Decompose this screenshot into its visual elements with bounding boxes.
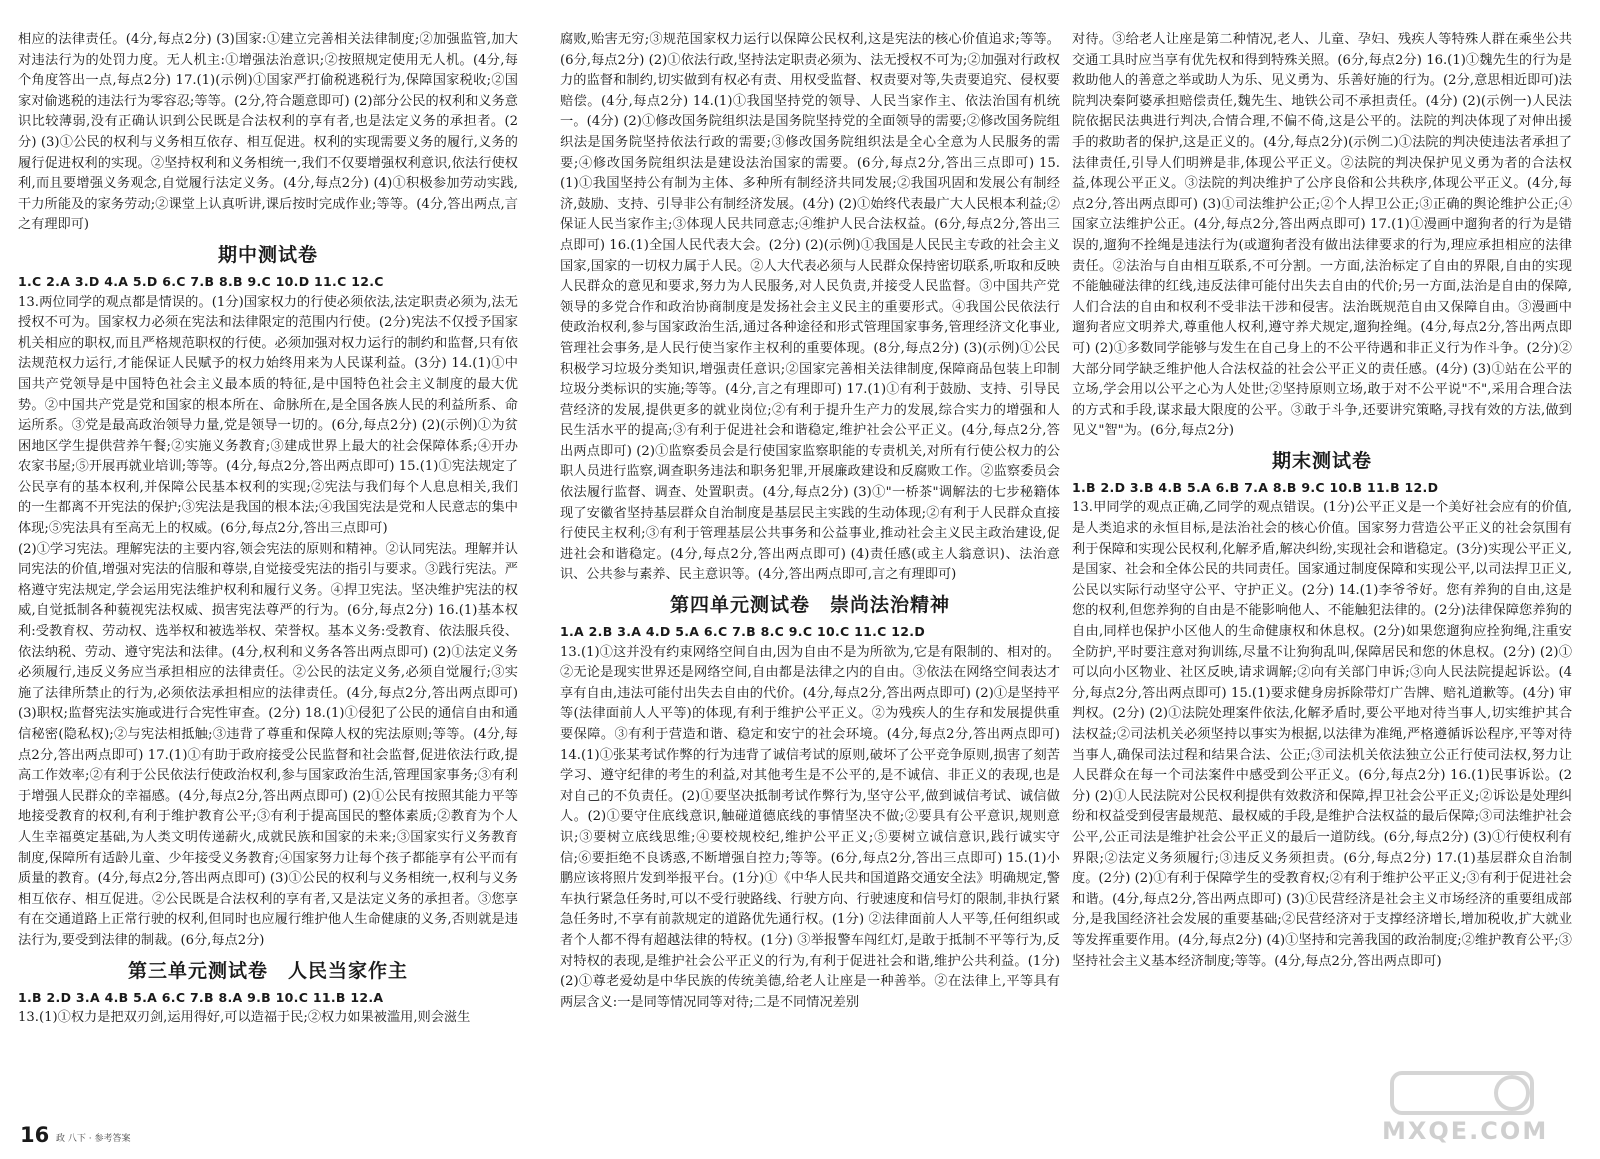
page-number: 16 (20, 1123, 50, 1147)
watermark-text: MXQE.COM (1382, 1117, 1549, 1145)
section-heading-unit4: 第四单元测试卷 崇尚法治精神 (669, 594, 950, 617)
watermark-logo (1362, 1069, 1562, 1151)
page-subtitle: 政 八下 · 参考答案 (56, 1134, 131, 1144)
choice-answers-unit3: 1.B 2.D 3.A 4.B 5.A 6.C 7.B 8.A 9.B 10.C 11.B 12.A (18, 989, 384, 1005)
column-right (1072, 30, 1572, 972)
answer-text: 13.两位同学的观点都是情误的。(1分)国家权力的行使必须依法,法定职责必须为,法无授权不可为。国家权力必须在宪法和法律限定的范围内行使。(2分)宪法不仅授予国家机关相应的职权,而且严格规范职权的行使。必须加强对权力运行的制约和监督,只有依法规范权力运行,才能保证人民赋予的权力始终用来为人民谋利益。(3分) 14.(1)①中国共产党领导是中国特色社会主义最本质的特征,是中国特色社会主义制度的最大优势。②中国共产党是党和国家的根本所在、命脉所在,是全国各族人民的利益所系、命运所系。③党是最高政治领导力量,党是领导一切的。(6分,每点2分) (2)(示例)①为贫困地区学生提供营养午餐;②实施义务教育;③建成世界上最大的社会保障体系;④开办农家书屋;⑤开展再就业培训;等等。(4分,每点2分,答出两点即可) 15.(1)①宪法规定了公民享有的基本权利,并保障公民基本权利的实现;②宪法与我们每个人息息相关,我们的一生都离不开宪法的保护;③宪法是我国的根本法;④我国宪法是党和人民意志的集中体现;⑤宪法具有至高无上的权威。(6分,每点2分,答出三点即可) (18, 294, 518, 537)
watermark-icon (1362, 1069, 1562, 1119)
answer-text: 腐败,贻害无穷;③规范国家权力运行以保障公民权利,这是宪法的核心价值追求;等等。(6分,每点2分) (2)①依法行政,坚持法定职责必须为、法无授权不可为;②加强对行政权力的监督和制约,切实做到有权必有责、用权受监督、权责要对等,失责要追究、侵权要赔偿。(4分,每点2分) 14.(1)①我国坚持党的领导、人民当家作主、依法治国有机统一。(4分) (2)①修改国务院组织法是国务院坚持党的全面领导的需要;②修改国务院组织法是国务院坚持依法行政的需要;③修改国务院组织法是全心全意为人民服务的需要;④修改国务院组织法是建设法治国家的需要。(6分,每点2分,答出三点即可) 15.(1)①我国坚持公有制为主体、多种所有制经济共同发展;②我国巩固和发展公有制经济,鼓励、支持、引导非公有制经济发展。(4分) (2)①始终代表最广大人民根本利益;②保证人民当家作主;③体现人民共同意志;④维护人民合法权益。(6分,每点2分,答出三点即可) 16.(1)全国人民代表大会。(2分) (2)(示例)①我国是人民民主专政的社会主义国家,国家的一切权力属于人民。②人大代表必须与人民群众保持密切联系,听取和反映人民群众的意见和要求,努力为人民服务,对人民负责,并接受人民监督。③中国共产党领导的多党合作和政治协商制度是发扬社会主义民主的重要形式。④我国公民依法行使政治权利,参与国家政治生活,通过各种途径和形式管理国家事务,管理经济文化事业,管理社会事务,是人民行使当家作主权利的重要体现。(8分,每点2分) (3)(示例)①公民积极学习垃圾分类知识,增强责任意识;②国家完善相关法律制度,保障商品包装上印制垃圾分类标识的实施;等等。(4分,言之有理即可) 17.(1)①有利于鼓励、支持、引导民营经济的发展,提供更多的就业岗位;②有利于提升生产力的发展,综合实力的增强和人民生活水平的提高;③有利于促进社会和谐稳定,维护社会公平正义。(4分,每点2分,答出两点即可) (2)①监察委员会是行使国家监察职能的专责机关,对所有行使公权力的公职人员进行监察,调查职务违法和职务犯罪,开展廉政建设和反腐败工作。②监察委员会依法履行监督、调查、处置职责。(4分,每点2分) (3)①"一桥茶"调解法的七步秘籍体现了安徽省坚持基层群众自治制度是基层民主实践的生动体现;②有利于人民群众直接行使民主权利;③有利于管理基层公共事务和公益事业,推动社会主义民主政治建设,促进社会和谐稳定。(4分,每点2分,答出两点即可) (4)责任感(或主人翁意识)、法治意识、公共参与素养、民主意识等。(4分,答出两点即可,言之有理即可) (560, 32, 1060, 583)
choice-answers-final: 1.B 2.D 3.B 4.B 5.A 6.B 7.A 8.B 9.C 10.B 11.B 12.D (1072, 479, 1439, 495)
answer-text: 13.甲同学的观点正确,乙同学的观点错误。(1分)公平正义是一个美好社会应有的价值,是人类追求的永恒目标,是法治社会的核心价值。国家努力营造公平正义的社会氛围有利于保障和实现公民权利,化解矛盾,解决纠纷,实现社会和谐稳定。(3分)实现公平正义,是国家、社会和全体公民的共同责任。国家通过制度保障和实现公平,以司法捍卫正义,公民以实际行动坚守公平、守护正义。(2分) 14.(1)李爷爷好。您有养狗的自由,这是您的权利,但您养狗的自由是不能影响他人、不能触犯法律的。(2分)法律保障您养狗的自由,同样也保护小区他人的生命健康权和休息权。(2分)如果您遛狗应拴狗绳,注重安全防护,平时要注意对狗训练,尽量不让狗狗乱叫,保障居民和您的休息权。(2分) (2)①可以向小区物业、社区反映,请求调解;②向有关部门申诉;③向人民法院提起诉讼。(4分,每点2分,答出两点即可) 15.(1)要求健身房拆除带灯广告牌、赔礼道歉等。(4分) 审判权。(2分) (2)①法院处理案件依法,化解矛盾时,要公平地对待当事人,切实维护其合法权益;②司法机关必须坚持以事实为根据,以法律为准绳,严格遵循诉讼程序,平等对待当事人,确保司法过程和结果合法、公正;③司法机关依法独立公正行使司法权,努力让人民群众在每一个司法案件中感受到公平正义。(6分,每点2分) 16.(1)民事诉讼。(2分) (2)①人民法院对公民权利提供有效救济和保障,捍卫社会公平正义;②诉讼是处理纠纷和权益受到侵害最规范、最权威的手段,是维护合法权益的最后保障;③司法维护社会公平,公正司法是维护社会公平正义的最后一道防线。(6分,每点2分) (3)①行使权利有界限;②法定义务须履行;③违反义务须担责。(6分,每点2分) 17.(1)基层群众自治制度。(2分) (2)①有利于保障学生的受教育权;②有利于维护公平正义;③有利于促进社会和谐。(4分,每点2分,答出两点即可) (3)①民营经济是社会主义市场经济的重要组成部分,是我国经济社会发展的重要基础;②民营经济对于支撑经济增长,增加税收,扩大就业等发挥重要作用。(4分,每点2分) (4)①坚持和完善我国的政治制度;②维护教育公平;③坚持社会主义基本经济制度;等等。(4分,每点2分,答出两点即可) (1072, 500, 1572, 969)
answer-text: 13.(1)①这并没有约束网络空间自由,因为自由不是为所欲为,它是有限制的、相对的。②无论是现实世界还是网络空间,自由都是法律之内的自由。③依法在网络空间表达才享有自由,违法可能付出失去自由的代价。(4分,每点2分,答出两点即可) (2)①是坚持平等(法律面前人人平等)的体现,有利于维护公平正义。②为残疾人的生存和发展提供重要保障。③有利于营造和谐、稳定和安宁的社会环境。(4分,每点2分,答出两点即可) 14.(1)①张某考试作弊的行为违背了诚信考试的原则,破坏了公平竞争原则,损害了刻苦学习、遵守纪律的考生的利益,对其他考生是不公平的,是不诚信、非正义的表现,也是对自己的不负责任。(2)①要坚决抵制考试作弊行为,坚守公平,做到诚信考试、诚信做人。(2)①要守住底线意识,触碰道德底线的事情坚决不做;②要具有公平意识,规则意识;③要树立底线思维;④要校规校纪,维护公平正义;⑤要树立诚信意识,践行诚实守信;⑥要拒绝不良诱惑,不断增强自控力;等等。(6分,每点2分,答出三点即可) 15.(1)小鹏应该将照片发到举报平台。(1分)①《中华人民共和国道路交通安全法》明确规定,警车执行紧急任务时,可以不受行驶路线、行驶方向、行驶速度和信号灯的限制,非执行紧急任务时,不享有前款规定的道路优先通行权。(1分) ②法律面前人人平等,任何组织或者个人都不得有超越法律的特权。(1分) ③举报警车闯红灯,是敢于抵制不平等行为,反对特权的表现,是维护社会公平正义的行为,有利于促进社会和谐,维护公共利益。(1分) (2)①尊老爱幼是中华民族的传统美德,给老人让座是一种善举。②在法律上,平等具有两层含义:一是同等情况同等对待;二是不同情况差别 (560, 644, 1060, 1010)
answer-text: 13.(1)①权力是把双刃剑,运用得好,可以造福于民;②权力如果被滥用,则会滋生 (18, 1010, 471, 1026)
choice-answers-midterm: 1.C 2.A 3.D 4.A 5.D 6.C 7.B 8.B 9.C 10.D 11.C 12.C (18, 273, 384, 289)
choice-answers-unit4: 1.A 2.B 3.A 4.D 5.A 6.C 7.B 8.C 9.C 10.C 11.C 12.D (560, 624, 926, 640)
answer-text: (2)①学习宪法。理解宪法的主要内容,领会宪法的原则和精神。②认同宪法。理解并认同宪法的价值,增强对宪法的信服和尊崇,自觉接受宪法的指引与要求。③践行宪法。严格遵守宪法规定,学会运用宪法维护权利和履行义务。④捍卫宪法。坚决维护宪法的权威,自觉抵制各种藐视宪法权威、损害宪法尊严的行为。(6分,每点2分) 16.(1)基本权利:受教育权、劳动权、选举权和被选举权、荣誉权。基本义务:受教育、依法服兵役、依法纳税、劳动、遵守宪法和法律。(4分,权利和义务各答出两点即可) (2)①法定义务必须履行,违反义务应当承担相应的法律责任。②公民的法定义务,必须自觉履行;③实施了法律所禁止的行为,必须依法承担相应的法律责任。(4分,每点2分,答出两点即可) (3)职权;监督宪法实施或进行合宪性审查。(2分) 18.(1)①侵犯了公民的通信自由和通信秘密(隐私权);②与宪法相抵触;③违背了尊重和保障人权的宪法原则;等等。(4分,每点2分,答出两点即可) 17.(1)①有助于政府接受公民监督和社会监督,促进依法行政,提高工作效率;②有利于公民依法行使政治权利,参与国家政治生活,管理国家事务;③有利于增强人民群众的幸福感。(4分,每点2分,答出两点即可) (2)①公民有按照其能力平等地接受教育的权利,有利于维护教育公平;③有利于提高国民的整体素质;②教育为个人人生幸福奠定基础,为人类文明传递薪火,成就民族和国家的未来;③国家实行义务教育制度,保障所有适龄儿童、少年接受义务教育;④国家努力让每个孩子都能享有公平而有质量的教育。(4分,每点2分,答出两点即可) (3)①公民的权利与义务相统一,权利与义务相互依存、相互促进。②公民既是合法权利的享有者,又是法定义务的承担者。③您享有在交通道路上正常行驶的权利,但同时也应履行维护他人生命健康的义务,否则就是违法行为,要受到法律的制裁。(6分,每点2分) (18, 541, 518, 948)
section-heading-final: 期末测试卷 (1271, 449, 1372, 472)
section-heading-midterm: 期中测试卷 (217, 243, 318, 266)
column-left (18, 30, 518, 1029)
answer-text: 相应的法律责任。(4分,每点2分) (3)国家:①建立完善相关法律制度;②加强监管,加大对违法行为的处罚力度。无人机主:①增强法治意识;②按照规定使用无人机。(4分,每个角度答出一点,每点2分) 17.(1)(示例)①国家严打偷税逃税行为,保障国家税收;②国家对偷逃税的违法行为零容忍;等等。(2分,符合题意即可) (2)部分公民的权利和义务意识比较薄弱,没有正确认识到公民既是合法权利的享有者,也是法定义务的承担者。(2分) (3)①公民的权利与义务相互依存、相互促进。权利的实现需要义务的履行,义务的履行促进权利的实现。②坚持权利和义务相统一,我们不仅要增强权利意识,依法行使权利,而且要增强义务观念,自觉履行法定义务。(4分,每点2分) (4)①积极参加劳动实践,干力所能及的家务劳动;②课堂上认真听讲,课后按时完成作业;等等。(4分,答出两点,言之有理即可) (18, 32, 518, 233)
column-middle (560, 30, 1060, 1013)
answer-text: 对待。③给老人让座是第二种情况,老人、儿童、孕妇、残疾人等特殊人群在乘坐公共交通工具时应当享有优先权和得到特殊关照。(6分,每点2分) 16.(1)①魏先生的行为是救助他人的善意之举或助人为乐、见义勇为、乐善好施的行为。(2分,意思相近即可)法院判决秦阿婆承担赔偿责任,魏先生、地铁公司不承担责任。(4分) (2)(示例一)人民法院依据民法典进行判决,合情合理,不偏不倚,这是公平的。法院的判决体现了对伸出援手的救助者的保护,这是正义的。(4分,每点2分)(示例二)①法院的判决使违法者承担了法律责任,引导人们明辨是非,体现公平正义。②法院的判决保护见义勇为者的合法权益,体现公平正义。③法院的判决维护了公序良俗和公共秩序,体现公平正义。(4分,每点2分,答出两点即可) (3)①司法维护公正;②个人捍卫公正;③正确的舆论维护公正;④国家立法维护公正。(4分,每点2分,答出两点即可) 17.(1)①漫画中遛狗者的行为是错误的,遛狗不拴绳是违法行为(或遛狗者没有做出法律要求的行为,理应承担相应的法律责任。②法治与自由相互联系,不可分割。一方面,法治标定了自由的界限,自由的实现不能触碰法律的红线,违反法律可能付出失去自由的代价;另一方面,法治是自由的保障,人们合法的自由和权利不受非法干涉和侵害。法治既规范自由又保障自由。③漫画中遛狗者应文明养犬,尊重他人权利,遵守养犬规定,遛狗拴绳。(4分,每点2分,答出两点即可) (2)①多数同学能够与发生在自己身上的不公平待遇和非正义行为作斗争。(2分)②大部分同学缺乏维护他人合法权益的社会公平正义的责任感。(4分) (3)①站在公平的立场,学会用以公平之心为人处世;②坚持原则立场,敢于对不公平说"不",采用合理合法的方式和手段,谋求最大限度的公平。③敢于斗争,还要讲究策略,寻找有效的方法,做到见义"智"为。(6分,每点2分) (1072, 32, 1572, 439)
section-heading-unit3: 第三单元测试卷 人民当家作主 (127, 959, 408, 982)
